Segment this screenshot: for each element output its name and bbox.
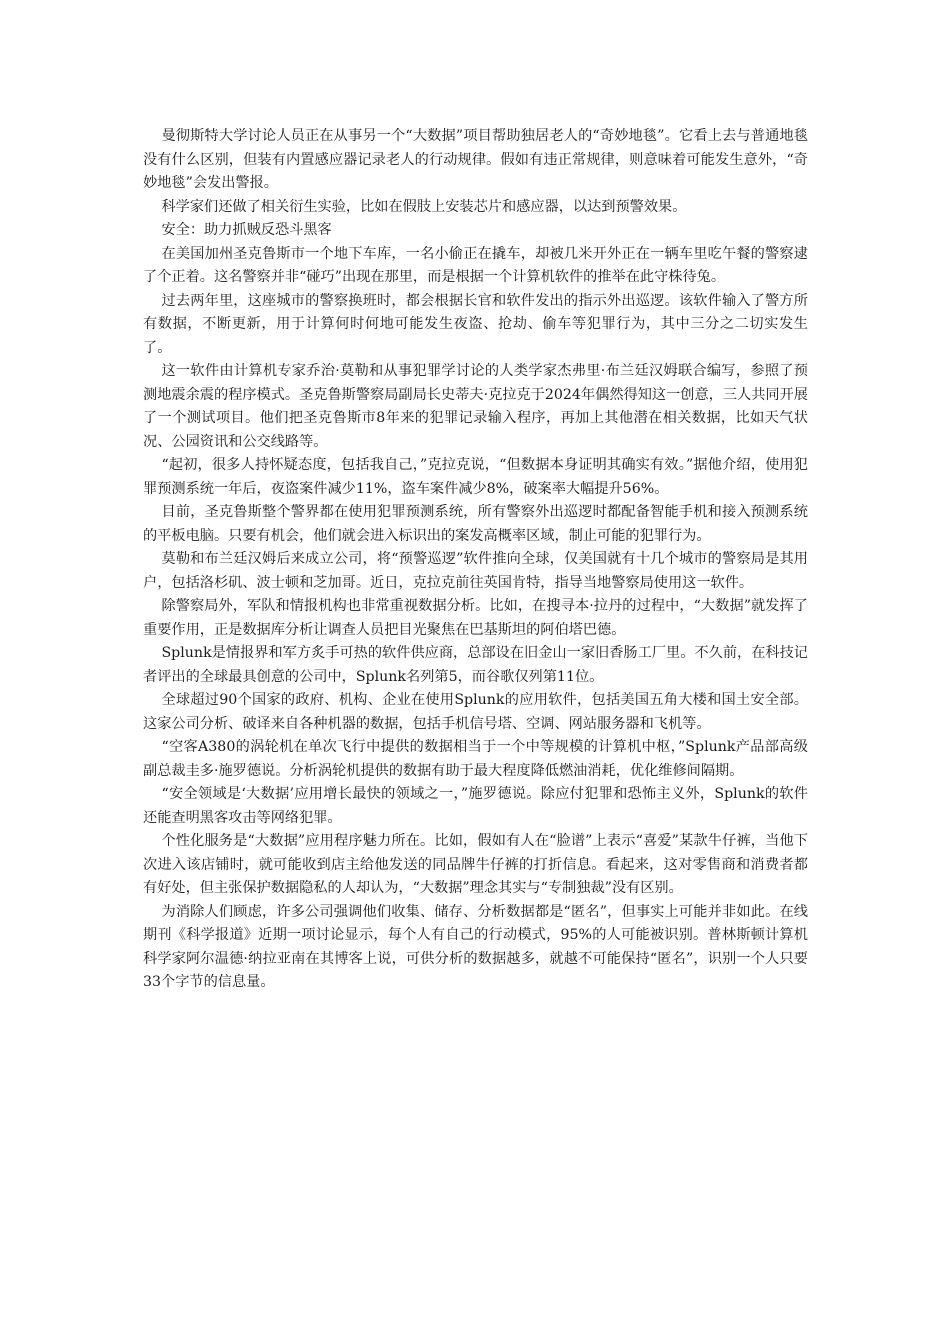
section-heading: 安全：助力抓贼反恐斗黑客 — [161, 222, 332, 238]
paragraph: “空客A380的涡轮机在单次飞行中提供的数据相当于一个中等规模的计算机中枢，”Splunk产品部高级副总裁圭多·施罗德说。分析涡轮机提供的数据有助于最大程度降低燃油消耗，优化维修间隔期。 — [143, 739, 808, 779]
paragraph: 除警察局外，军队和情报机构也非常重视数据分析。比如，在搜寻本·拉丹的过程中，“大数据”就发挥了重要作用，正是数据库分析让调查人员把目光聚焦在巴基斯坦的阿伯塔巴德。 — [143, 598, 808, 638]
paragraph: 曼彻斯特大学讨论人员正在从事另一个“大数据”项目帮助独居老人的“奇妙地毯”。它看上去与普通地毯没有什么区别，但装有内置感应器记录老人的行动规律。假如有违正常规律，则意味着可能发生意外，“奇妙地毯”会发出警报。 — [143, 128, 808, 191]
paragraph: 目前，圣克鲁斯整个警界都在使用犯罪预测系统，所有警察外出巡逻时都配备智能手机和接入预测系统的平板电脑。只要有机会，他们就会进入标识出的案发高概率区域，制止可能的犯罪行为。 — [143, 504, 808, 544]
paragraph: 过去两年里，这座城市的警察换班时，都会根据长官和软件发出的指示外出巡逻。该软件输入了警方所有数据，不断更新，用于计算何时何地可能发生夜盗、抢劫、偷车等犯罪行为，其中三分之二切实发生了。 — [143, 292, 808, 356]
paragraph: 个性化服务是“大数据”应用程序魅力所在。比如，假如有人在“脸谱”上表示“喜爱”某款牛仔裤，当他下次进入该店铺时，就可能收到店主给他发送的同品牌牛仔裤的打折信息。看起来，这对零售商和消费者都有好处，但主张保护数据隐私的人却认为，“大数据”理念其实与“专制独裁”没有区别。 — [143, 833, 808, 896]
paragraph: 全球超过90个国家的政府、机构、企业在使用Splunk的应用软件，包括美国五角大楼和国土安全部。这家公司分析、破译来自各种机器的数据，包括手机信号塔、空调、网站服务器和飞机等。 — [143, 692, 808, 732]
paragraph: 科学家们还做了相关衍生实验，比如在假肢上安装芯片和感应器，以达到预警效果。 — [161, 198, 687, 215]
paragraph: 这一软件由计算机专家乔治·莫勒和从事犯罪学讨论的人类学家杰弗里·布兰廷汉姆联合编写，参照了预测地震余震的程序模式。圣克鲁斯警察局副局长史蒂夫·克拉克于2024年偶然得知这一创意，三人共同开展了一个测试项目。他们把圣克鲁斯市8年来的犯罪记录输入程序，再加上其他潜在相关数据，比如天气状况、公园资讯和公交线路等。 — [143, 363, 808, 450]
paragraph: “起初，很多人持怀疑态度，包括我自己，”克拉克说，“但数据本身证明其确实有效。”据他介绍，使用犯罪预测系统一年后，夜盗案件减少11%，盗车案件减少8%，破案率大幅提升56%。 — [143, 457, 808, 497]
paragraph: 在美国加州圣克鲁斯市一个地下车库，一名小偷正在撬车，却被几米开外正在一辆车里吃午餐的警察逮了个正着。这名警察并非“碰巧”出现在那里，而是根据一个计算机软件的推举在此守株待兔。 — [143, 245, 808, 285]
paragraph: “安全领域是‘大数据’应用增长最快的领域之一，”施罗德说。除应付犯罪和恐怖主义外，Splunk的软件还能查明黑客攻击等网络犯罪。 — [143, 786, 808, 826]
paragraph: 莫勒和布兰廷汉姆后来成立公司，将“预警巡逻”软件推向全球，仅美国就有十几个城市的警察局是其用户，包括洛杉矶、波士顿和芝加哥。近日，克拉克前往英国肯特，指导当地警察局使用这一软件。 — [143, 551, 808, 591]
paragraph: Splunk是情报界和军方炙手可热的软件供应商，总部设在旧金山一家旧香肠工厂里。不久前，在科技记者评出的全球最具创意的公司中，Splunk名列第5，而谷歌仅列第11位。 — [143, 645, 808, 685]
article-body — [143, 125, 808, 995]
paragraph: 为消除人们顾虑，许多公司强调他们收集、储存、分析数据都是“匿名”，但事实上可能并非如此。在线期刊《科学报道》近期一项讨论显示，每个人有自己的行动模式，95%的人可能被识别。普林斯顿计算机科学家阿尔温德·纳拉亚南在其博客上说，可供分析的数据越多，就越不可能保持“匿名”，识别一个人只要33个字节的信息量。 — [143, 903, 808, 990]
